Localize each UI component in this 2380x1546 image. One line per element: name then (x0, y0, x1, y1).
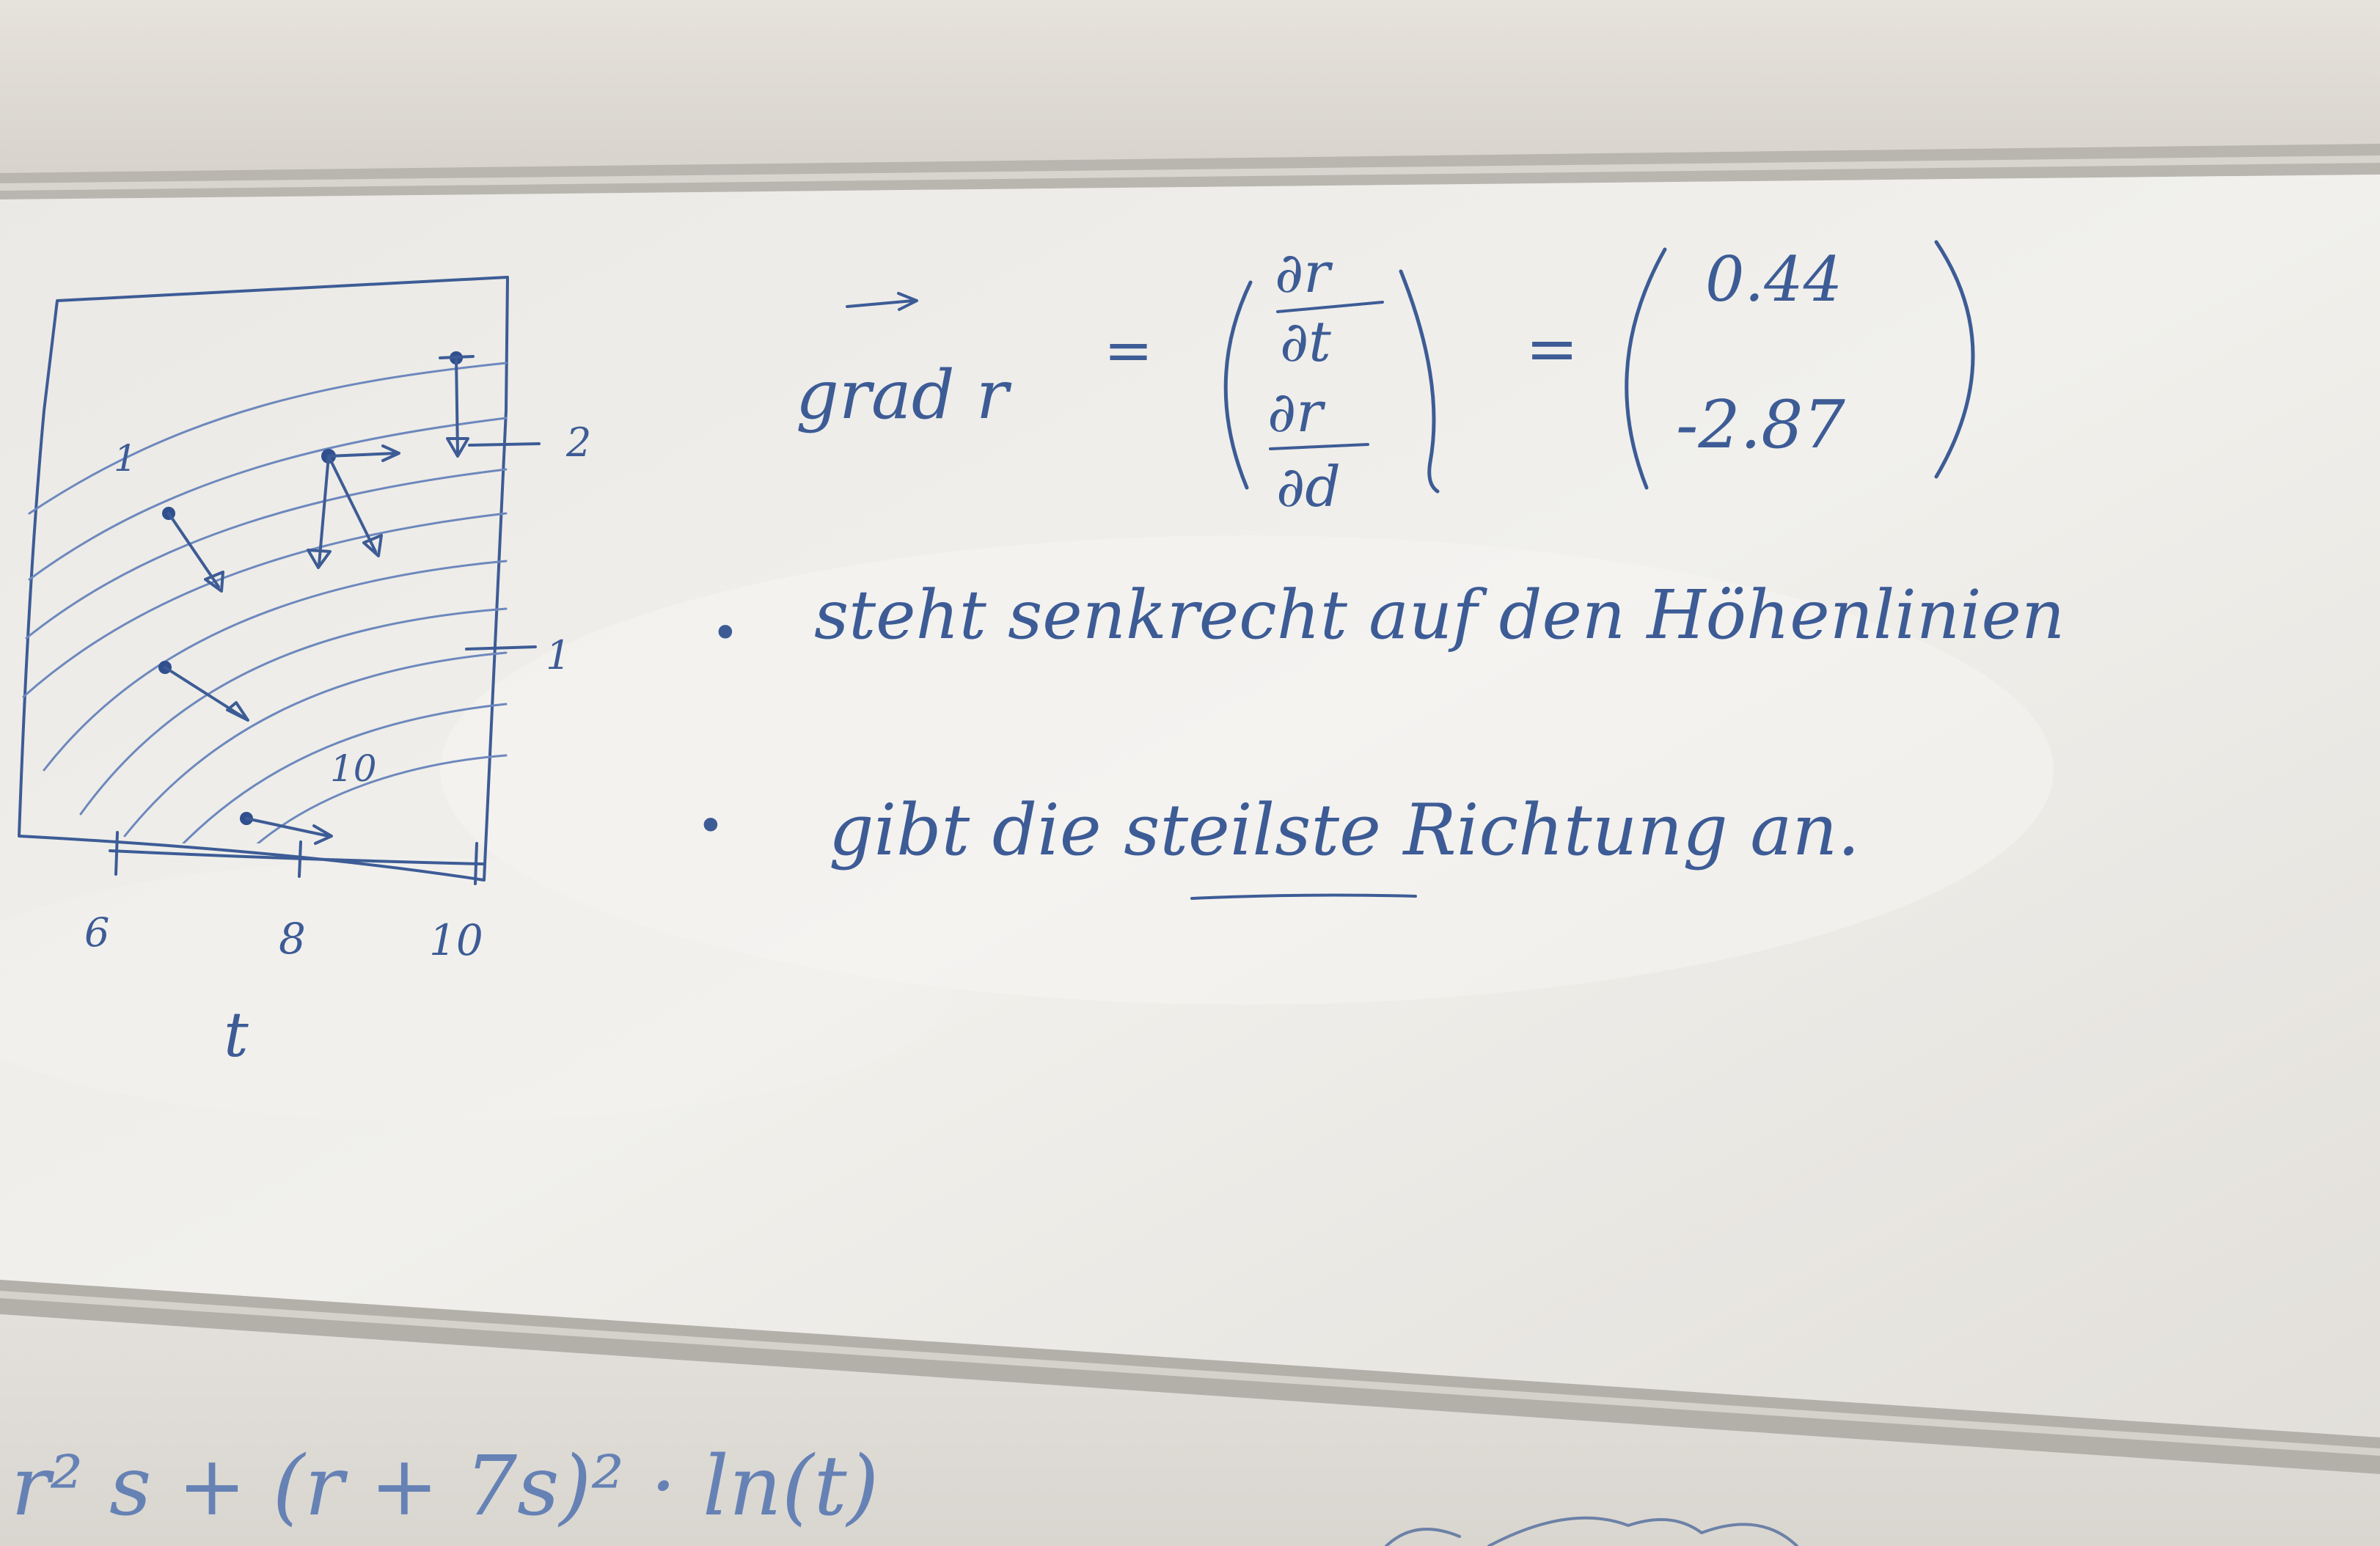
bullet-dot-1: • (711, 607, 739, 661)
x-tick-8: 8 (279, 914, 306, 964)
partial-denominator-2: ∂d (1276, 454, 1341, 519)
bullet-2-before: gibt die (829, 789, 1124, 871)
bullet-text-1: steht senkrecht auf den Höhenlinien (814, 576, 2065, 654)
x-axis-label: t (224, 999, 249, 1071)
lower-formula-text: r² s + (r + 7s)² · ln(t) (11, 1439, 879, 1534)
formula-equals-2: = (1526, 312, 1579, 386)
right-tick-2: 2 (566, 420, 592, 466)
bullet-text-2 (829, 789, 1860, 871)
contour-label-1: 1 (114, 437, 137, 480)
bullet-2-after: Richtung an. (1380, 789, 1860, 871)
x-tick-10: 10 (429, 915, 483, 965)
contour-label-10: 10 (330, 747, 377, 790)
bullet-dot-2: • (697, 799, 725, 854)
x-tick-6: 6 (84, 909, 110, 956)
partial-numerator-1: ∂r (1275, 240, 1330, 305)
right-tick-1: 1 (546, 632, 571, 678)
partial-denominator-1: ∂t (1280, 309, 1331, 374)
formula-lhs: grad r (796, 356, 1008, 434)
formula-equals-1: = (1104, 316, 1154, 384)
partial-numerator-2: ∂r (1267, 379, 1323, 444)
result-component-2: -2.87 (1676, 386, 1845, 464)
result-component-1: 0.44 (1705, 243, 1843, 315)
bullet-2-underlined: steilste (1124, 789, 1381, 871)
